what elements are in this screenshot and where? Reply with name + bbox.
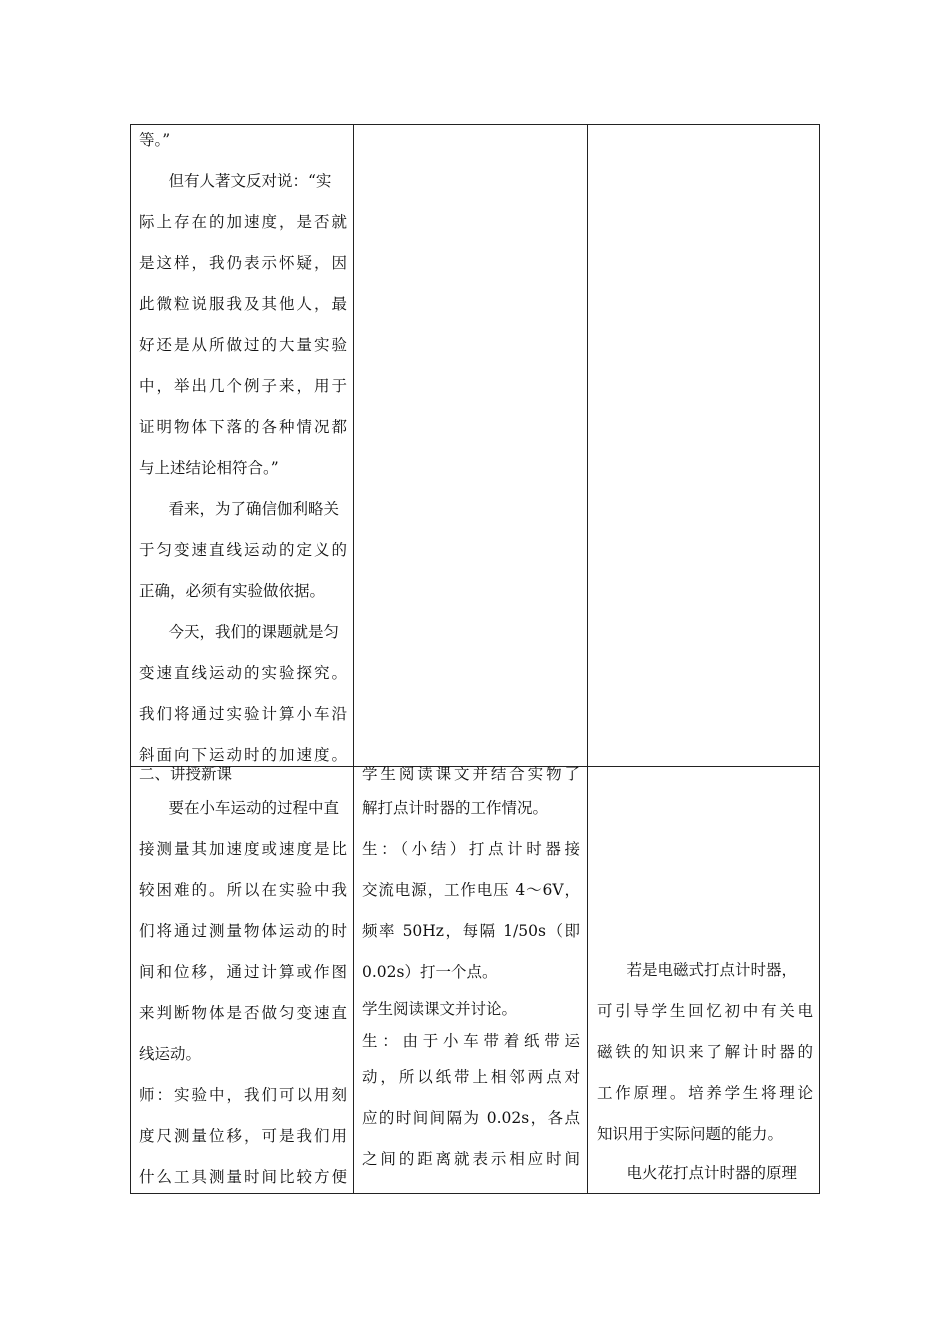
text-line: 什么工具测量时间比较方便 [139, 1168, 347, 1186]
text-line: 好还是从所做过的大量实验 [139, 336, 347, 354]
text-line: 们将通过测量物体运动的时 [139, 922, 347, 940]
text-line: 之间的距离就表示相应时间 [362, 1150, 580, 1168]
row2-col1-cell [139, 760, 347, 1193]
text-line: 正确，必须有实验做依据。 [139, 582, 326, 600]
text-line: 要在小车运动的过程中直 [168, 799, 339, 817]
text-line: 若是电磁式打点计时器， [626, 961, 797, 979]
text-line: 际上存在的加速度，是否就 [139, 213, 347, 231]
text-line: 看来，为了确信伽利略关 [168, 500, 339, 518]
text-line: 师：实验中，我们可以用刻 [139, 1086, 347, 1104]
text-line: 但有人著文反对说：“实 [168, 172, 332, 190]
column-divider [587, 125, 588, 1193]
text-line: 应的时间间隔为 0.02s，各点 [362, 1109, 580, 1127]
text-line: 此微粒说服我及其他人，最 [139, 295, 347, 313]
text-line: 度尺测量位移，可是我们用 [139, 1127, 347, 1145]
text-line: 生：由于小车带着纸带运 [362, 1032, 580, 1050]
row2-col3-cell [597, 950, 813, 1193]
text-line: 交流电源，工作电压 4～6V， [362, 881, 580, 899]
text-line: 与上述结论相符合。” [139, 459, 279, 477]
text-line: 中，举出几个例子来，用于 [139, 377, 347, 395]
text-line: 间和位移，通过计算或作图 [139, 963, 347, 981]
text-line: 斜面向下运动时的加速度。 [139, 746, 347, 764]
text-line: 等。” [139, 131, 171, 149]
text-line: 来判断物体是否做匀变速直 [139, 1004, 347, 1022]
text-line: 0.02s）打一个点。 [362, 963, 498, 981]
text-line: 我们将通过实验计算小车沿 [139, 705, 347, 723]
text-line: 较困难的。所以在实验中我 [139, 881, 347, 899]
text-line: 生：（小结）打点计时器接 [362, 840, 580, 858]
text-line: 今天，我们的课题就是匀 [168, 623, 339, 641]
text-line: 变速直线运动的实验探究。 [139, 664, 347, 682]
row2-col2-cell [362, 760, 580, 1193]
section-heading: 二、讲授新课 [139, 765, 233, 783]
text-line: 频率 50Hz，每隔 1/50s（即 [362, 922, 580, 940]
text-line: 接测量其加速度或速度是比 [139, 840, 347, 858]
lesson-plan-table [130, 124, 820, 1194]
text-line: 知识用于实际问题的能力。 [597, 1125, 784, 1143]
text-line: 电火花打点计时器的原理 [626, 1164, 797, 1182]
column-divider [353, 125, 354, 1193]
row1-col1-cell [139, 120, 347, 776]
text-line: 磁铁的知识来了解计时器的 [597, 1043, 813, 1061]
text-line: 是这样，我仍表示怀疑，因 [139, 254, 347, 272]
text-line: 线运动。 [139, 1045, 202, 1063]
text-line: 于匀变速直线运动的定义的 [139, 541, 347, 559]
text-line: 动，所以纸带上相邻两点对 [362, 1068, 580, 1086]
text-line: 学生阅读课文并结合实物了 [362, 765, 580, 783]
text-line: 学生阅读课文并讨论。 [362, 1000, 518, 1018]
text-line: 工作原理。培养学生将理论 [597, 1084, 813, 1102]
text-line: 可引导学生回忆初中有关电 [597, 1002, 813, 1020]
text-line: 解打点计时器的工作情况。 [362, 799, 549, 817]
text-line: 证明物体下落的各种情况都 [139, 418, 347, 436]
